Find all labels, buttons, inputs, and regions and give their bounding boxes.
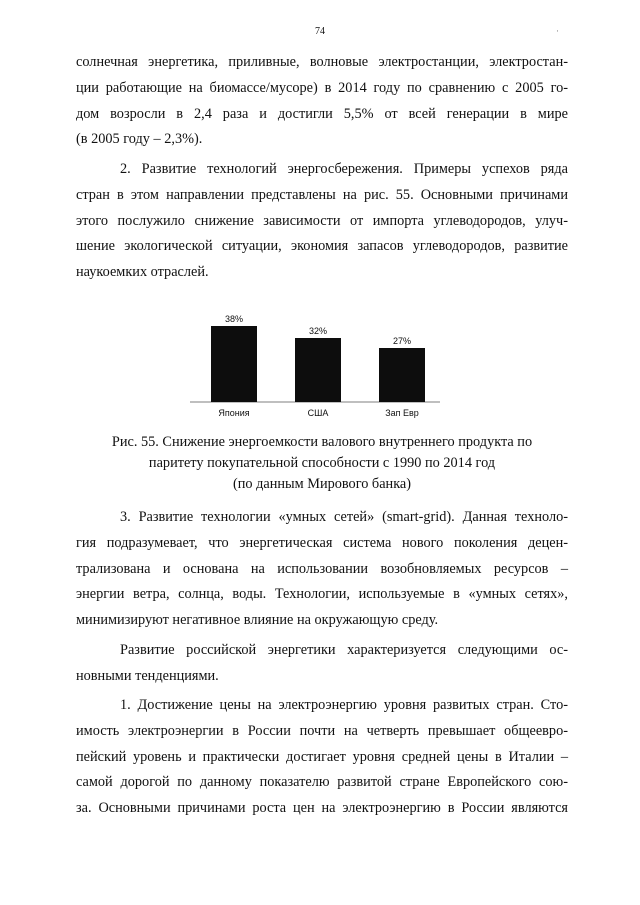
text-line: (в 2005 году – 2,3%).: [76, 131, 203, 148]
corner-mark: ·: [556, 26, 559, 36]
category-label: США: [307, 408, 329, 418]
caption-line: Рис. 55. Снижение энергоемкости валового внутреннего продукта по: [111, 434, 533, 450]
text-line: 2. Развитие технологий энергосбережения. Примеры успехов ряда: [120, 161, 568, 177]
bar-value-label: 32%: [308, 326, 328, 336]
text-line: минимизируют негативное влияние на окружающую среду.: [76, 612, 439, 629]
text-line: дом возросли в 2,4 раза и достигли 5,5% от всей генерации в мире: [76, 105, 568, 122]
bar-value-label: 38%: [224, 314, 244, 324]
figure-caption: [76, 432, 568, 495]
text-line: солнечная энергетика, приливные, волновые электростанции, электростан-: [76, 54, 568, 70]
text-line: ции работающие на биомассе/мусоре) в 2014 году по сравнению с 2005 го-: [76, 79, 568, 96]
paragraph-3: [76, 505, 568, 634]
text-line: шение экологической ситуации, экономия запасов углеводородов, развитие: [76, 238, 568, 255]
caption-line: паритету покупательной способности с 1990 по 2014 год: [148, 455, 496, 471]
text-line: гия подразумевает, что энергетическая система нового поколения децен-: [76, 534, 568, 551]
text-line: 3. Развитие технологии «умных сетей» (smart-grid). Данная техноло-: [120, 509, 568, 525]
text-line: за. Основными причинами роста цен на электроэнергию в России являются: [76, 800, 568, 817]
text-line: новными тенденциями.: [76, 667, 219, 684]
text-line: трализована и основана на использовании возобновляемых ресурсов –: [76, 560, 568, 577]
bar-3: [379, 348, 425, 402]
paragraph-4: [76, 638, 568, 690]
text-line: имость электроэнергии в России почти на четверть превышает общеевро-: [76, 722, 568, 739]
bar-1: [211, 326, 257, 402]
paragraph-5: [76, 693, 568, 822]
text-line: Развитие российской энергетики характеризуется следующими ос-: [120, 642, 568, 658]
paragraph-2: [76, 157, 568, 286]
page-number: 74: [315, 26, 325, 37]
text-line: 1. Достижение цены на электроэнергию уровня развитых стран. Сто-: [120, 697, 568, 713]
text-line: этого послужило снижение зависимости от импорта углеводородов, улуч-: [76, 212, 568, 229]
category-label: Япония: [218, 408, 250, 418]
paragraph-1: [76, 50, 568, 153]
text-line: самой дорогой по данному показателю развитой стране Европейского сою-: [76, 774, 568, 791]
text-line: пейский уровень и практически достигает уровня средней цены в Италии –: [76, 748, 568, 765]
text-line: энергии ветра, солнца, воды. Технологии, используемые в «умных сетях»,: [76, 586, 568, 603]
bar-value-label: 27%: [392, 336, 412, 346]
text-line: стран в этом направлении представлены на рис. 55. Основными причинами: [76, 186, 568, 203]
text-line: наукоемких отраслей.: [76, 264, 209, 281]
caption-line: (по данным Мирового банка): [232, 476, 412, 492]
category-label: Зап Евр: [385, 408, 419, 418]
bar-2: [295, 338, 341, 402]
energy-intensity-bar-chart: [190, 308, 440, 420]
